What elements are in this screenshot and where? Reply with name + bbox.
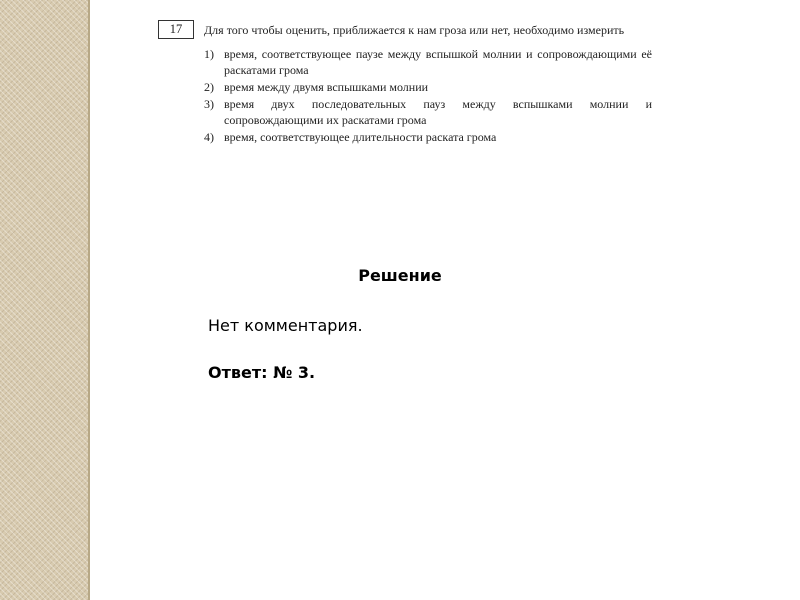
option-text: время между двумя вспышками молнии xyxy=(224,80,429,94)
option-2 xyxy=(204,79,652,95)
solution-comment: Нет комментария. xyxy=(208,316,363,335)
option-3 xyxy=(204,96,652,128)
option-number: 4) xyxy=(204,130,214,144)
question-text: Для того чтобы оценить, приближается к нам гроза или нет, необходимо измерить xyxy=(204,23,625,37)
solution-title: Решение xyxy=(358,266,442,285)
option-number: 3) xyxy=(204,97,214,111)
option-text: время, соответствующее паузе между вспышкой молнии и сопровождающими её раскатами грома xyxy=(224,47,652,77)
options-list xyxy=(204,46,652,145)
option-4 xyxy=(204,129,652,145)
solution-answer: Ответ: № 3. xyxy=(208,363,316,382)
question-number: 17 xyxy=(158,20,194,39)
sidebar-divider xyxy=(88,0,90,600)
option-number: 2) xyxy=(204,80,214,94)
option-text: время, соответствующее длительности раската грома xyxy=(224,130,497,144)
option-text: время двух последовательных пауз между вспышками молнии и сопровождающими их раскатами грома xyxy=(224,97,652,127)
option-number: 1) xyxy=(204,47,214,61)
question-block xyxy=(158,18,652,146)
decorative-sidebar xyxy=(0,0,88,600)
option-1 xyxy=(204,46,652,78)
